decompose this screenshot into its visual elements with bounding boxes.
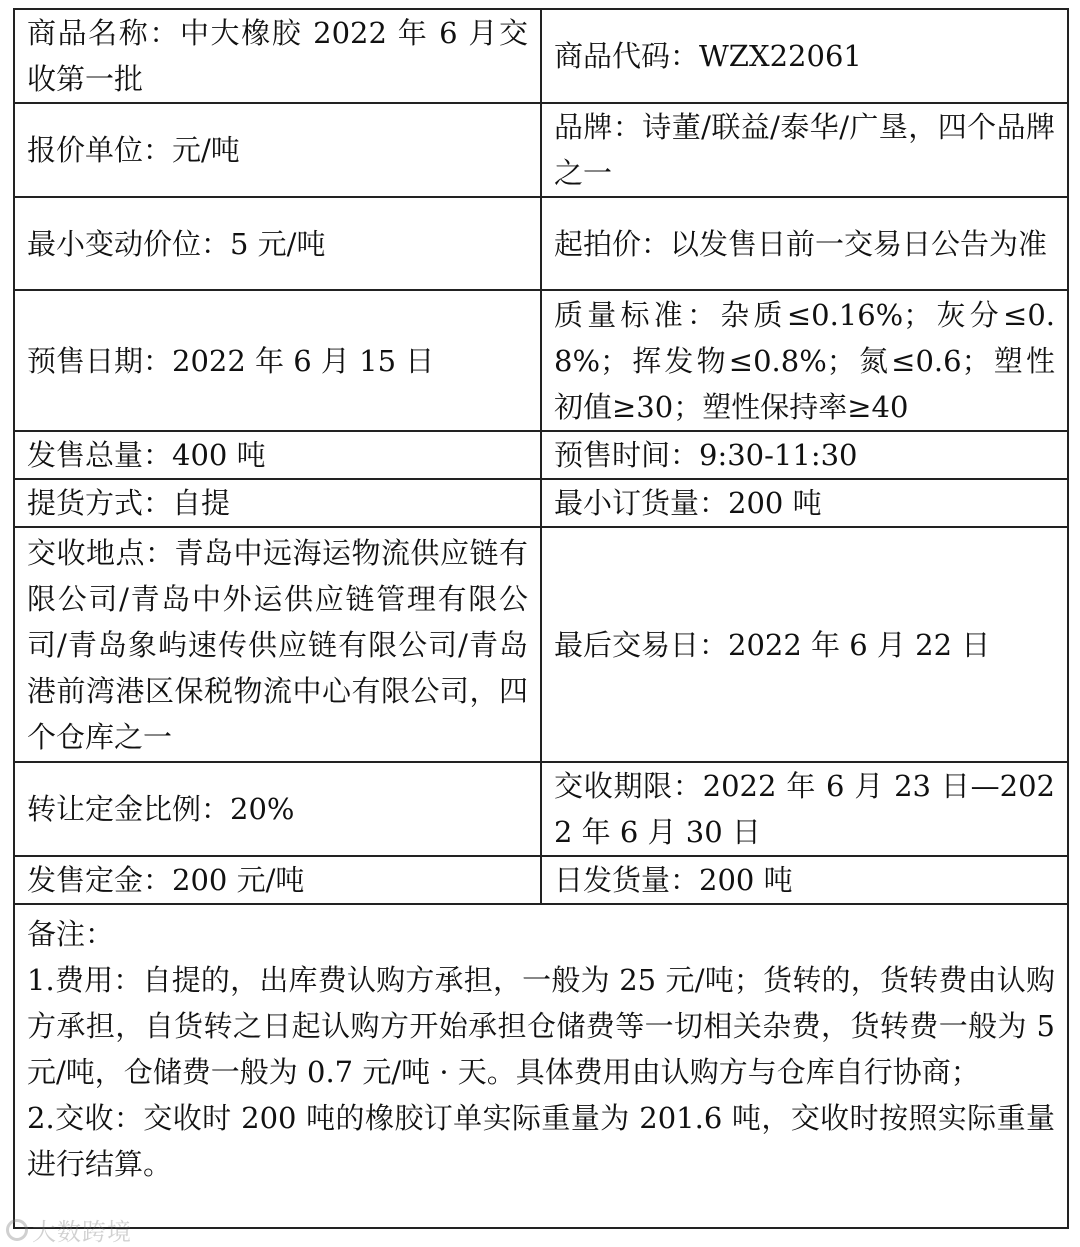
spec-cell-min-order: 最小订货量：200 吨 [541,479,1068,527]
watermark [6,1212,132,1247]
spec-cell-pickup-method: 提货方式：自提 [14,479,541,527]
table-row [14,527,1068,762]
spec-cell-min-tick: 最小变动价位：5 元/吨 [14,197,541,290]
spec-cell-quality-standard: 质量标准：杂质≤0.16%；灰分≤0.8%；挥发物≤0.8%；氮≤0.6；塑性初值≥30；塑性保持率≥40 [541,290,1068,431]
spec-cell-delivery-period: 交收期限：2022 年 6 月 23 日—2022 年 6 月 30 日 [541,762,1068,856]
table-row [14,103,1068,197]
table-row [14,9,1068,103]
remarks-item-fees: 1.费用：自提的，出库费认购方承担，一般为 25 元/吨；货转的，货转费由认购方承担，自货转之日起认购方开始承担仓储费等一切相关杂费，货转费一般为 5 元/吨，仓储费一般为 0.7 元/吨 · 天。具体费用由认购方与仓库自行协商； [27,963,1055,1089]
remarks-cell [14,904,1068,1228]
spec-cell-delivery-location: 交收地点：青岛中远海运物流供应链有限公司/青岛中外运供应链管理有限公司/青岛象屿速传供应链有限公司/青岛港前湾港区保税物流中心有限公司，四个仓库之一 [14,527,541,762]
spec-cell-presale-date: 预售日期：2022 年 6 月 15 日 [14,290,541,431]
spec-cell-last-trading-day: 最后交易日：2022 年 6 月 22 日 [541,527,1068,762]
product-spec-table [13,8,1069,1229]
table-row [14,290,1068,431]
watermark-text: 大数跨境 [32,1218,132,1246]
watermark-logo-icon [6,1219,28,1241]
table-row [14,856,1068,904]
spec-cell-quote-unit: 报价单位：元/吨 [14,103,541,197]
table-row [14,431,1068,479]
spec-cell-sale-deposit: 发售定金：200 元/吨 [14,856,541,904]
remarks-item-delivery: 2.交收：交收时 200 吨的橡胶订单实际重量为 201.6 吨，交收时按照实际重量进行结算。 [27,1101,1055,1181]
remarks-title: 备注： [27,917,115,951]
spec-cell-deposit-ratio: 转让定金比例：20% [14,762,541,856]
spec-cell-daily-shipment: 日发货量：200 吨 [541,856,1068,904]
spec-cell-total-volume: 发售总量：400 吨 [14,431,541,479]
table-row [14,762,1068,856]
spec-cell-product-name: 商品名称：中大橡胶 2022 年 6 月交收第一批 [14,9,541,103]
table-row [14,479,1068,527]
spec-cell-presale-time: 预售时间：9:30-11:30 [541,431,1068,479]
spec-cell-product-code: 商品代码：WZX22061 [541,9,1068,103]
table-row [14,197,1068,290]
spec-cell-start-price: 起拍价：以发售日前一交易日公告为准 [541,197,1068,290]
table-row [14,904,1068,1228]
spec-cell-brand: 品牌：诗董/联益/泰华/广垦，四个品牌之一 [541,103,1068,197]
